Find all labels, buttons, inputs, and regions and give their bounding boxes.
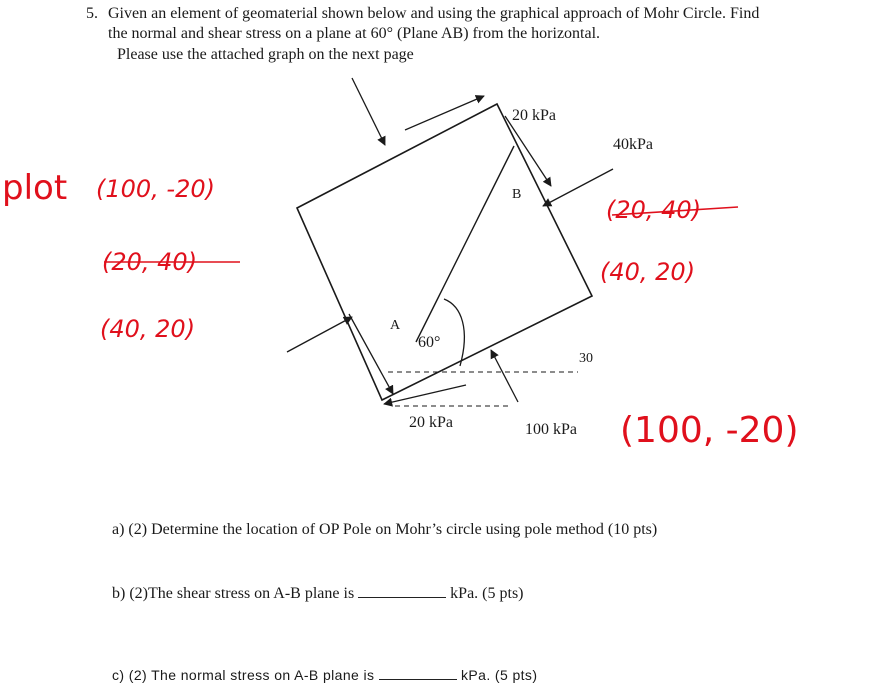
question-c-suffix: kPa. (5 pts) — [461, 667, 538, 683]
question-b-suffix: kPa. (5 pts) — [450, 585, 524, 602]
arrow-normal-bottom — [491, 350, 518, 402]
handwritten-coord-right-crossed: (20, 40) — [606, 196, 702, 224]
element-square — [297, 104, 592, 400]
label-point-b: B — [512, 187, 522, 202]
handwritten-coord-right: (40, 20) — [600, 258, 696, 286]
question-b-prefix: b) (2)The shear stress on A-B plane is — [112, 585, 355, 602]
question-a: a) (2) Determine the location of OP Pole on Mohr’s circle using pole method (10 pts) — [112, 521, 658, 538]
question-c — [112, 666, 537, 684]
label-bottom-stress: 20 kPa — [409, 414, 453, 431]
handwritten-coord-3: (40, 20) — [100, 315, 196, 343]
arrow-normal-left — [287, 317, 352, 352]
problem-number: 5. — [86, 5, 98, 22]
label-bottom-right-stress: 100 kPa — [525, 421, 577, 438]
problem-line-3: Please use the attached graph on the next page — [117, 46, 414, 63]
question-c-prefix: c) (2) The normal stress on A-B plane is — [112, 667, 375, 683]
label-right-stress: 40kPa — [613, 136, 653, 153]
label-top-stress: 20 kPa — [512, 107, 556, 124]
arrow-shear-top — [405, 96, 484, 130]
question-b — [112, 585, 524, 603]
arrow-shear-left — [349, 314, 393, 394]
answer-c-blank[interactable] — [379, 667, 457, 680]
angle-60-arc — [444, 299, 464, 366]
answer-b-blank[interactable] — [358, 585, 446, 598]
problem-line-2: the normal and shear stress on a plane at 60° (Plane AB) from the horizontal. — [108, 25, 601, 42]
label-angle-30: 30 — [579, 351, 593, 366]
label-point-a: A — [390, 318, 401, 333]
arrow-shear-bottom — [384, 385, 466, 404]
handwritten-coord-bottom: (100, -20) — [620, 410, 799, 451]
handwritten-coord-2: (20, 40) — [102, 248, 198, 276]
handwritten-plot: plot — [2, 168, 68, 208]
label-angle-60: 60° — [418, 334, 441, 351]
handwritten-coord-1: (100, -20) — [96, 175, 215, 203]
arrow-normal-right — [543, 169, 613, 206]
problem-line-1: Given an element of geomaterial shown below and using the graphical approach of Mohr Circle. Find — [108, 5, 760, 22]
plane-ab-line — [416, 146, 514, 342]
arrow-normal-top-left — [352, 78, 385, 145]
